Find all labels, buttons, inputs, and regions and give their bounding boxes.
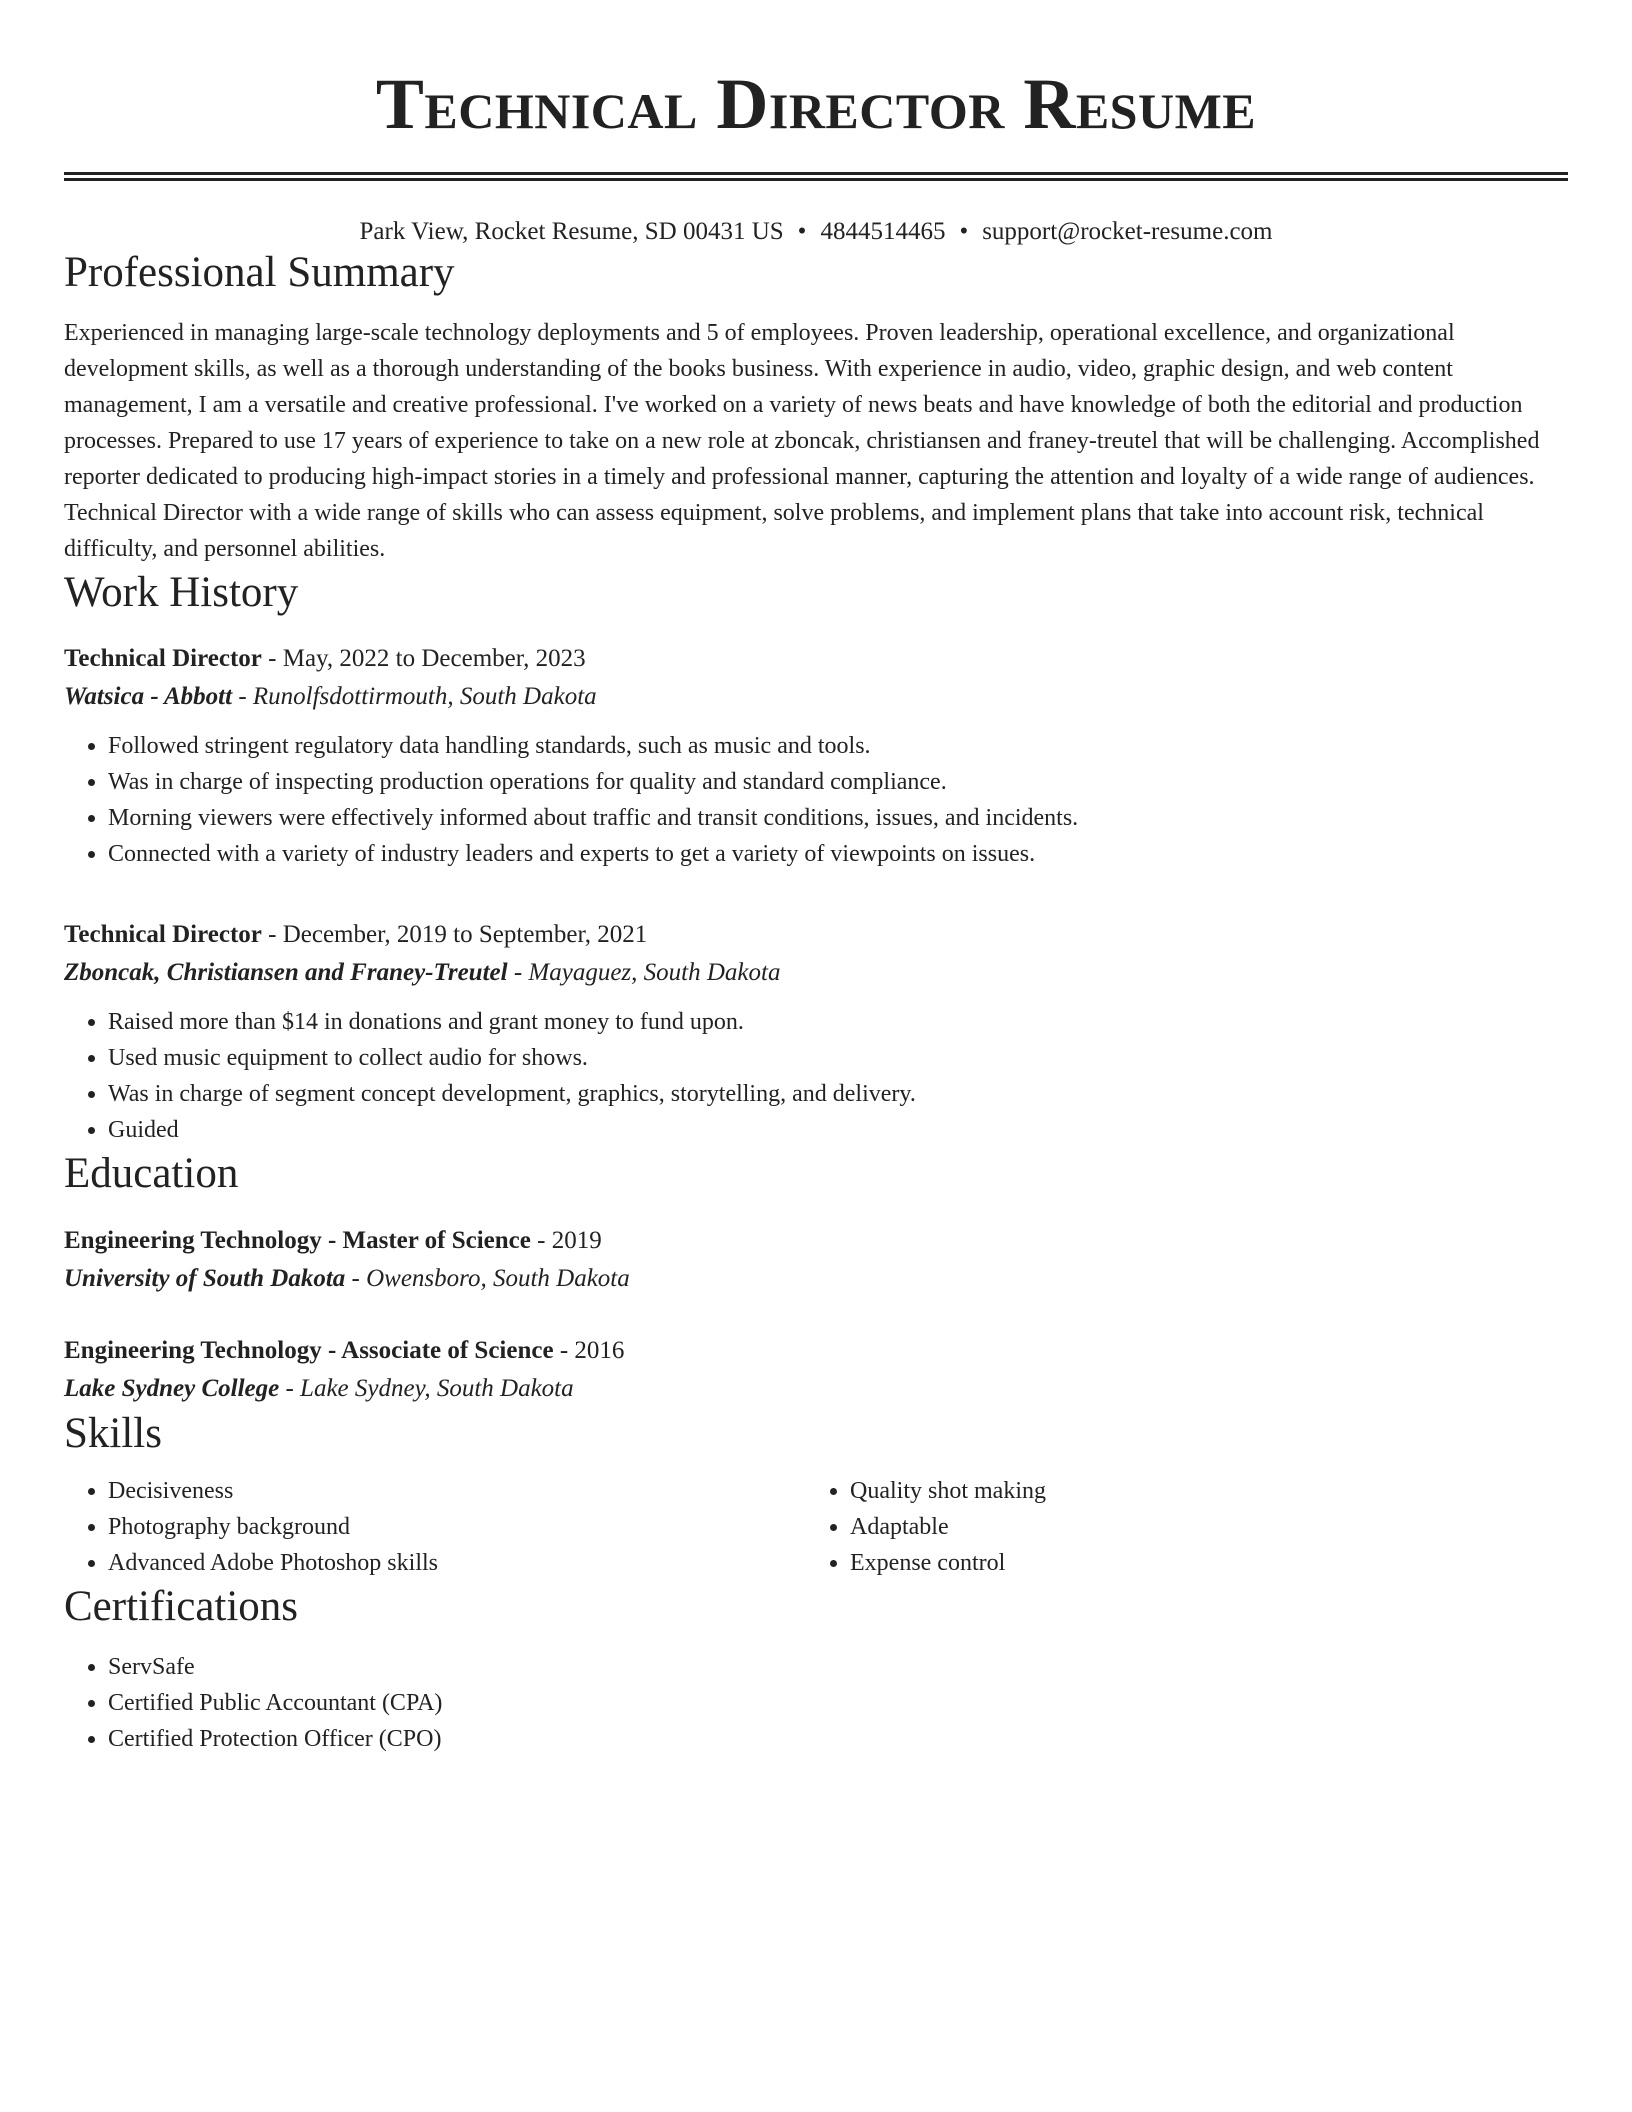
school-location: - Owensboro, South Dakota [345,1264,630,1292]
job-bullets [64,1004,1568,1148]
school-line [64,1370,1568,1408]
school-line [64,1260,1568,1298]
list-item: • Used music equipment to collect audio for shows. [108,1040,1568,1076]
job-company-line [64,678,1568,716]
degree-year: - 2019 [530,1226,602,1254]
job-title: Technical Director [64,645,262,673]
school: Lake Sydney College [64,1374,280,1402]
list-item: • Advanced Adobe Photoshop skills [108,1545,806,1581]
certifications-heading: Certifications [64,1583,299,1631]
contact-phone: 4844514465 [820,218,946,245]
list-item: • ServSafe [108,1649,1568,1685]
summary-heading: Professional Summary [64,249,455,296]
education-heading: Education [64,1150,239,1198]
contact-line [64,217,1568,247]
title-divider [64,172,1568,181]
job-bullets [64,728,1568,872]
degree-line [64,1222,1568,1260]
skills-column-left [64,1473,806,1581]
list-item: • Decisiveness [108,1473,806,1509]
job-company: Zboncak, Christiansen and Franey-Treutel [64,959,508,987]
list-item: • Connected with a variety of industry leaders and experts to get a variety of viewpoints on issues. [108,836,1568,872]
skills-column-right [806,1473,1548,1581]
job-location: - Mayaguez, South Dakota [507,959,781,987]
job-title-line [64,640,1568,678]
education-entry [64,1222,1568,1298]
list-item: • Photography background [108,1509,806,1545]
skills-heading: Skills [64,1409,162,1457]
job-company: Watsica - Abbott [64,683,233,711]
degree-year: - 2016 [553,1336,625,1364]
degree-line [64,1332,1568,1370]
list-item: • Certified Public Accountant (CPA) [108,1685,1568,1721]
list-item: • Guided [108,1112,1568,1148]
contact-separator: • [797,218,807,245]
list-item: • Adaptable [850,1509,1548,1545]
certifications-list [64,1649,1568,1757]
degree: Engineering Technology - Associate of Science [64,1336,554,1364]
list-item: • Followed stringent regulatory data handling standards, such as music and tools. [108,728,1568,764]
job-title: Technical Director [64,921,262,949]
list-item: • Was in charge of inspecting production operations for quality and standard compliance. [108,764,1568,800]
list-item: • Was in charge of segment concept development, graphics, storytelling, and delivery. [108,1076,1568,1112]
work-history-heading: Work History [64,568,299,616]
school: University of South Dakota [64,1264,346,1292]
list-item: • Raised more than $14 in donations and grant money to fund upon. [108,1004,1568,1040]
skills-grid [64,1473,1568,1581]
contact-email: support@rocket-resume.com [982,218,1273,245]
resume-title: Technical Director Resume [375,64,1257,144]
list-item: • Quality shot making [850,1473,1548,1509]
degree: Engineering Technology - Master of Science [64,1226,531,1254]
job-entry [64,640,1568,872]
list-item: • Expense control [850,1545,1548,1581]
job-company-line [64,954,1568,992]
school-location: - Lake Sydney, South Dakota [279,1374,574,1402]
summary-text: Experienced in managing large-scale technology deployments and 5 of employees. Proven leadership, operational excellence, and organizational development skills, as well as a thorough understanding of the books business. With experience in audio, video, graphic design, and web content management, I am a versatile and creative professional. I've worked on a variety of news beats and have knowledge of both the editorial and production processes. Prepared to use 17 years of experience to take on a new role at zboncak, christiansen and franey-treutel that will be challenging. Accomplished reporter dedicated to producing high-impact stories in a timely and professional manner, capturing the attention and loyalty of a wide range of audiences. Technical Director with a wide range of skills who can assess equipment, solve problems, and implement plans that take into account risk, technical difficulty, and personnel abilities. [64,319,1540,562]
job-title-line [64,916,1568,954]
list-item: • Certified Protection Officer (CPO) [108,1721,1568,1757]
job-dates: - December, 2019 to September, 2021 [261,921,648,949]
contact-address: Park View, Rocket Resume, SD 00431 US [359,218,784,245]
job-location: - Runolfsdottirmouth, South Dakota [232,683,597,711]
job-dates: - May, 2022 to December, 2023 [261,645,586,673]
list-item: • Morning viewers were effectively informed about traffic and transit conditions, issues, and incidents. [108,800,1568,836]
job-entry [64,916,1568,1148]
contact-separator: • [959,218,969,245]
education-entry [64,1332,1568,1408]
